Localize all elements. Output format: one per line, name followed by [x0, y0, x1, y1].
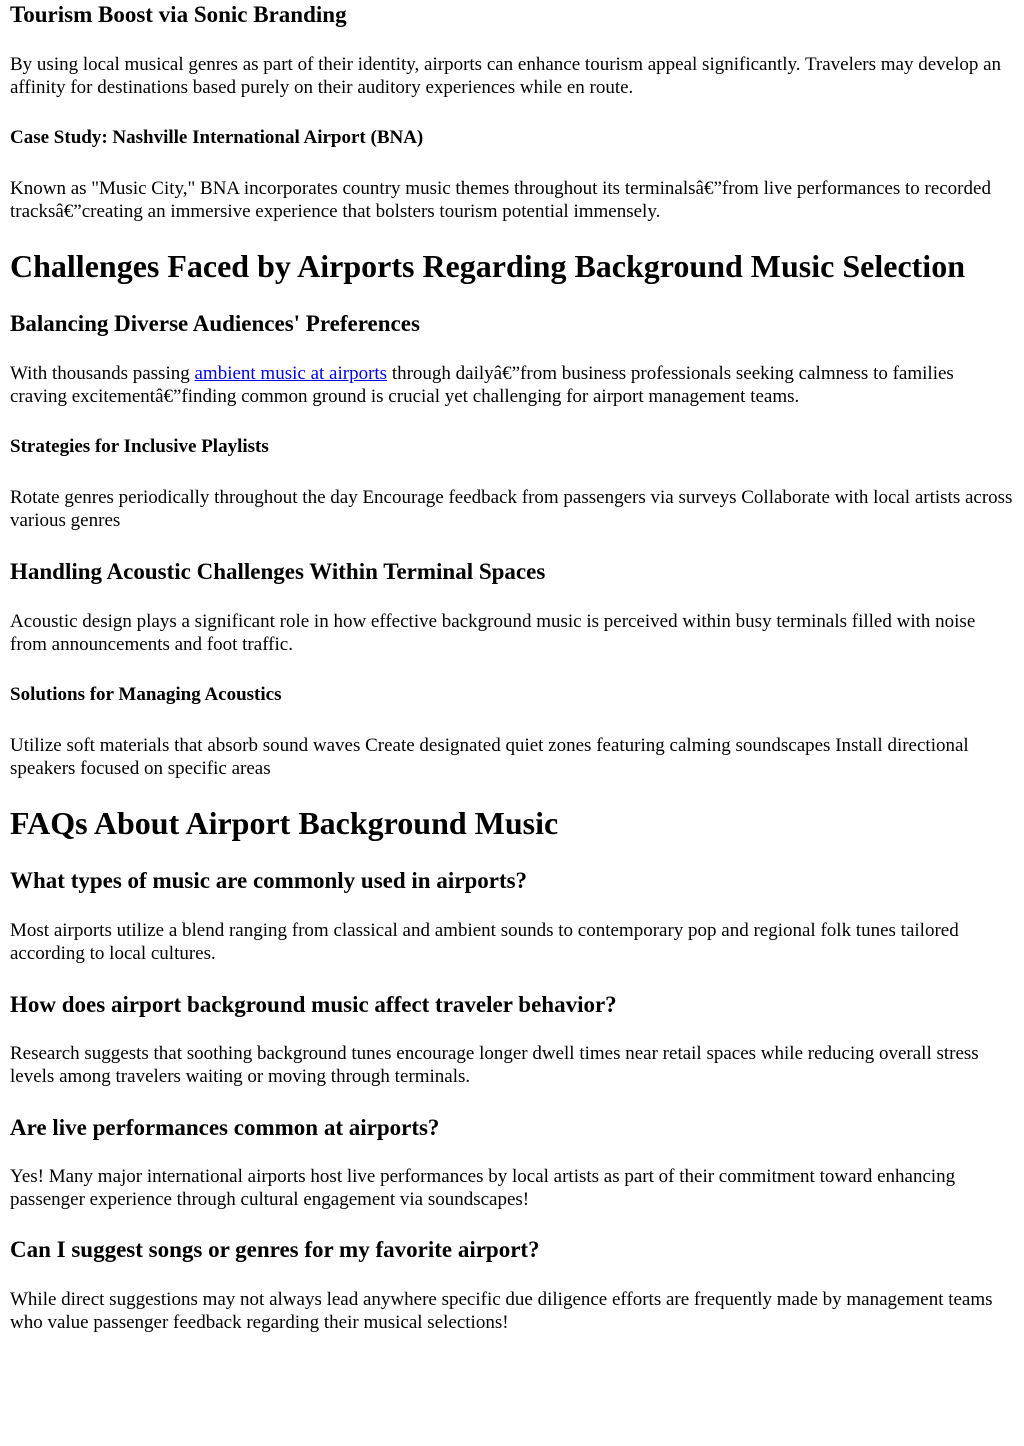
case-study-paragraph: Known as "Music City," BNA incorporates country music themes throughout its terminalsâ€”from live performances to recorded tracksâ€”creating an immersive experience that bolsters tourism potential immensely. — [10, 178, 991, 222]
acoustic-paragraph: Acoustic design plays a significant role in how effective background music is perceived within busy terminals filled with noise from announcements and foot traffic. — [10, 611, 976, 655]
faq-answer: While direct suggestions may not always lead anywhere specific due diligence efforts are frequently made by management teams who value passenger feedback regarding their musical selections! — [10, 1289, 993, 1333]
faq-answer: Most airports utilize a blend ranging from classical and ambient sounds to contemporary pop and regional folk tunes tailored according to local cultures. — [10, 920, 959, 964]
faq-answer: Yes! Many major international airports host live performances by local artists as part of their commitment toward enhancing passenger experience through cultural engagement via soundscapes! — [10, 1166, 956, 1210]
ambient-music-link[interactable]: ambient music at airports — [194, 363, 388, 384]
case-study-heading: Case Study: Nashville International Airport (BNA) — [10, 127, 424, 148]
strategies-heading: Strategies for Inclusive Playlists — [10, 436, 269, 457]
solutions-heading: Solutions for Managing Acoustics — [10, 684, 282, 705]
faqs-heading: FAQs About Airport Background Music — [10, 805, 559, 841]
balancing-text-before: With thousands passing — [10, 363, 195, 384]
strategies-paragraph: Rotate genres periodically throughout the day Encourage feedback from passengers via surveys Collaborate with local artists across various genres — [10, 487, 1013, 531]
solutions-paragraph: Utilize soft materials that absorb sound waves Create designated quiet zones featuring calming soundscapes Install directional speakers focused on specific areas — [10, 735, 969, 779]
acoustic-heading: Handling Acoustic Challenges Within Terminal Spaces — [10, 559, 546, 584]
faq-answer: Research suggests that soothing background tunes encourage longer dwell times near retail spaces while reducing overall stress levels among travelers waiting or moving through terminals. — [10, 1043, 979, 1087]
balancing-text-after: through dailyâ€”from business professionals seeking calmness to families craving excitementâ€”finding common ground is crucial yet challenging for airport management teams. — [10, 363, 954, 407]
tourism-paragraph: By using local musical genres as part of their identity, airports can enhance tourism appeal significantly. Travelers may develop an affinity for destinations based purely on their auditory experiences while en route. — [10, 54, 1002, 98]
faq-question: Can I suggest songs or genres for my favorite airport? — [10, 1237, 540, 1262]
tourism-heading: Tourism Boost via Sonic Branding — [10, 2, 347, 27]
balancing-paragraph — [10, 362, 1014, 408]
faq-question: Are live performances common at airports? — [10, 1115, 440, 1140]
challenges-heading: Challenges Faced by Airports Regarding Background Music Selection — [10, 248, 965, 284]
faq-question: What types of music are commonly used in airports? — [10, 868, 528, 893]
faq-question: How does airport background music affect traveler behavior? — [10, 992, 617, 1017]
balancing-heading: Balancing Diverse Audiences' Preferences — [10, 311, 420, 336]
